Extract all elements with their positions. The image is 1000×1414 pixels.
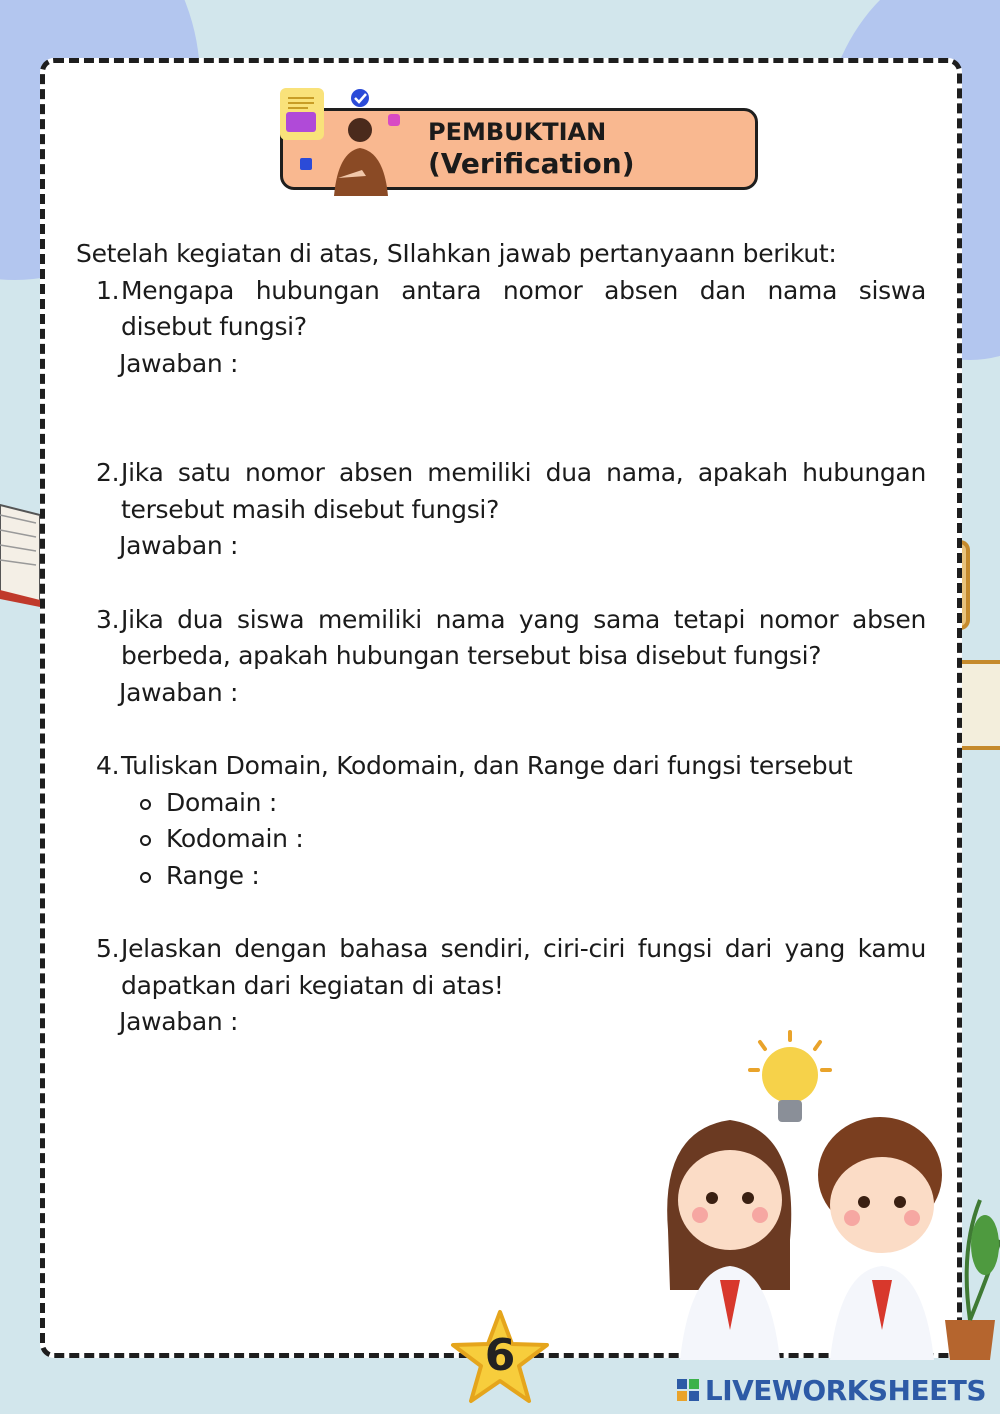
question-number: 3.	[96, 604, 120, 634]
lightbulb-icon	[750, 1032, 830, 1122]
answer-label-3[interactable]: Jawaban :	[119, 677, 239, 707]
kids-illustration	[650, 1030, 1000, 1360]
domain-label: Domain :	[166, 787, 277, 817]
range-label: Range :	[166, 860, 260, 890]
book-icon	[0, 495, 45, 615]
answer-label-1[interactable]: Jawaban :	[119, 348, 239, 378]
title-main: PEMBUKTIAN	[428, 118, 607, 146]
brand-logo-icon	[677, 1379, 699, 1401]
question-text: Tuliskan Domain, Kodomain, dan Range dari fungsi tersebut	[121, 751, 853, 780]
plant-icon	[945, 1200, 1000, 1360]
question-3	[76, 602, 926, 675]
question-text: Mengapa hubungan antara nomor absen dan nama siswa disebut fungsi?	[121, 275, 926, 341]
answer-label-5[interactable]: Jawaban :	[119, 1007, 239, 1036]
question-5	[76, 931, 926, 1004]
question-1	[76, 273, 926, 346]
question-2	[76, 455, 926, 528]
list-item[interactable]	[166, 821, 926, 858]
decor-note	[958, 660, 1000, 750]
list-item[interactable]	[166, 785, 926, 822]
question-list	[76, 236, 926, 1041]
page-title	[428, 118, 648, 180]
question-text: Jika dua siswa memiliki nama yang sama tetapi nomor absen berbeda, apakah hubungan tersebut bisa disebut fungsi?	[121, 604, 926, 670]
title-subtitle: (Verification)	[428, 146, 635, 180]
question-number: 4.	[96, 751, 120, 780]
question-number: 5.	[96, 934, 120, 963]
list-item[interactable]	[166, 858, 926, 895]
thinking-woman-icon	[278, 86, 418, 196]
brand-watermark	[677, 1372, 986, 1408]
kodomain-label: Kodomain :	[166, 824, 304, 853]
question-text: Jika satu nomor absen memiliki dua nama, apakah hubungan tersebut masih disebut fungsi?	[121, 458, 926, 524]
intro-text: Setelah kegiatan di atas, SIlahkan jawab pertanyaann berikut:	[76, 239, 837, 268]
question-number: 1.	[96, 275, 120, 305]
domain-list	[76, 785, 926, 895]
page-number: 6	[484, 1330, 516, 1381]
brand-text: LIVEWORKSHEETS	[704, 1373, 986, 1407]
question-text: Jelaskan dengan bahasa sendiri, ciri-ciri fungsi dari yang kamu dapatkan dari kegiatan di atas!	[121, 934, 926, 1000]
answer-label-2[interactable]: Jawaban :	[119, 531, 239, 560]
question-number: 2.	[96, 458, 120, 487]
question-4	[76, 748, 926, 785]
